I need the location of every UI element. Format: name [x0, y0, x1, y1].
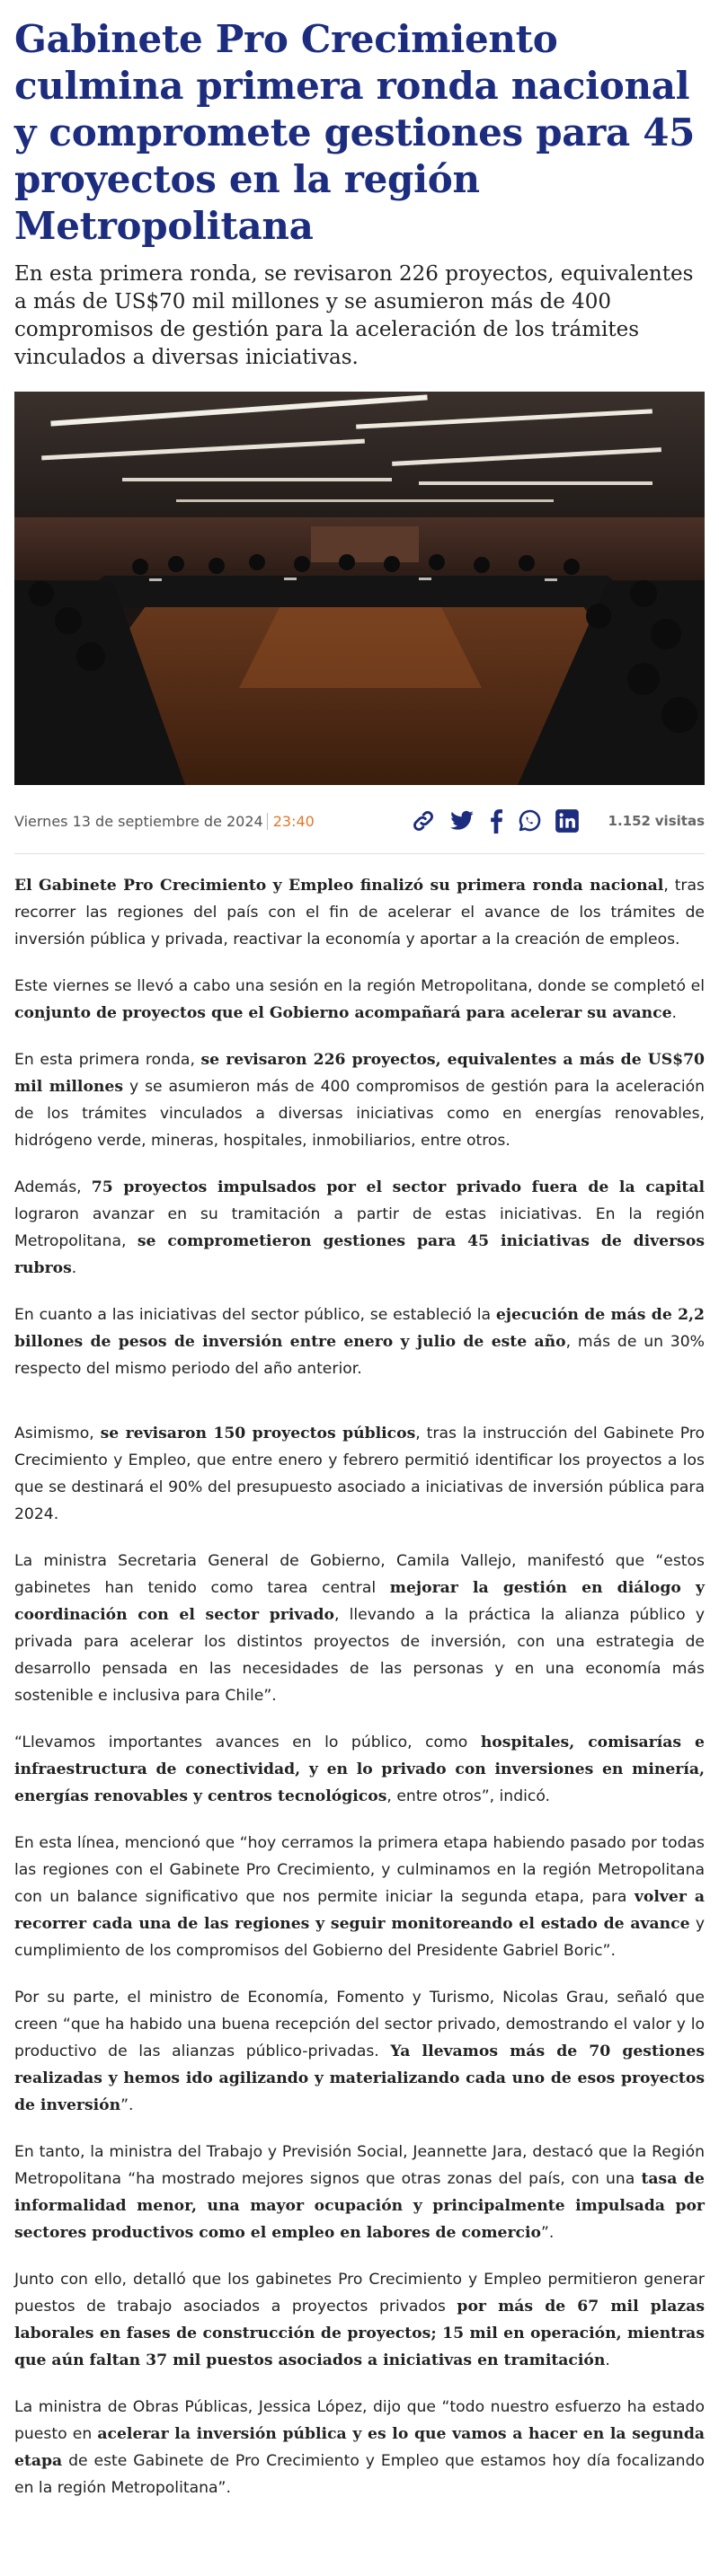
body-text: .	[71, 1259, 77, 1277]
article-photo	[14, 392, 705, 785]
bold-text: 75 proyectos impulsados por el sector privado fuera de la capital	[91, 1178, 705, 1196]
body-text: y cumplimiento de los compromisos del Gobierno del Presidente Gabriel Boric”.	[14, 1915, 705, 1960]
bold-text: se revisaron 226 proyectos, equivalentes a más de US$70 mil millones	[14, 1051, 705, 1096]
bold-text: se revisaron 150 proyectos públicos	[100, 1425, 416, 1442]
bold-text: se comprometieron gestiones para 45 iniciativas de diversos rubros	[14, 1232, 705, 1277]
divider	[14, 853, 705, 854]
bold-text: tasa de informalidad menor, una mayor ocupación y principalmente impulsada por sectores productivos como el empleo en labores de comercio	[14, 2170, 705, 2242]
body-text: y se asumieron más de 400 compromisos de gestión para la aceleración de los trámites vinculados a diversas iniciativas como en energías renovables, hidrógeno verde, mineras, hospitales, inmobiliarios, entre otros.	[14, 1078, 706, 1150]
body-text: .	[671, 1004, 678, 1022]
bold-text: Ya llevamos más de 70 gestiones realizadas y hemos ido agilizando y materializando cada uno de esos proyectos de inversión	[14, 2042, 705, 2114]
paragraph	[14, 1046, 705, 1154]
body-text: En tanto, la ministra del Trabajo y Previsión Social, Jeannette Jara, destacó que la Región Metropolitana “ha mostrado mejores signos que otras zonas del país, con una	[14, 2143, 705, 2188]
bold-text: mejorar la gestión en diálogo y coordinación con el sector privado	[14, 1579, 705, 1624]
spacer	[14, 1402, 705, 1420]
paragraph	[14, 1548, 705, 1709]
body-text: Junto con ello, detalló que los gabinetes Pro Crecimiento y Empleo permitieron generar puestos de trabajo asociados a proyectos privados	[14, 2271, 705, 2316]
visit-label: visitas	[654, 813, 705, 829]
meeting-room-image	[14, 392, 705, 785]
paragraph	[14, 872, 705, 953]
body-text: “Llevamos importantes avances en lo público, como	[14, 1734, 481, 1751]
body-text: Este viernes se llevó a cabo una sesión en la región Metropolitana, donde se completó el	[14, 977, 705, 995]
body-text: .	[605, 2351, 610, 2369]
bold-text: acelerar la inversión pública y es lo que vamos a hacer en la segunda etapa	[14, 2425, 706, 2470]
bold-text: conjunto de proyectos que el Gobierno acompañará para acelerar su avance	[14, 1004, 672, 1022]
bold-text: volver a recorrer cada una de las regiones y seguir monitoreando el estado de avance	[14, 1888, 705, 1933]
article-lead: En esta primera ronda, se revisaron 226 proyectos, equivalentes a más de US$70 mil millones y se asumieron más de 400 compromisos de gestión para la aceleración de los trámites vinculados a diversas iniciativas.	[14, 262, 694, 369]
body-text: En esta primera ronda,	[14, 1051, 201, 1069]
body-text: Asimismo,	[14, 1425, 101, 1442]
body-text: , tras la instrucción del Gabinete Pro Crecimiento y Empleo, que entre enero y febrero permitió identificar los proyectos a los que se destinará el 90% del presupuesto asociado a iniciativas de inversión pública para 2024.	[14, 1425, 705, 1523]
facebook-icon[interactable]	[488, 808, 504, 834]
body-text: En esta línea, mencionó que “hoy cerramos la primera etapa habiendo pasado por todas las regiones con el Gabinete Pro Crecimiento, y culminamos en la región Metropolitana con un balance significativo que nos permite iniciar la segunda etapa, para	[14, 1834, 705, 1906]
body-text: de este Gabinete de Pro Crecimiento y Empleo que estamos hoy día focalizando en la región Metropolitana”.	[14, 2452, 705, 2497]
paragraph	[14, 1830, 705, 1964]
linkedin-icon[interactable]	[555, 808, 580, 834]
paragraph	[14, 2266, 705, 2374]
link-icon[interactable]	[411, 808, 436, 834]
visit-counter	[608, 813, 705, 829]
paragraph	[14, 1984, 705, 2119]
body-text: ”.	[541, 2224, 555, 2242]
body-text: Por su parte, el ministro de Economía, Fomento y Turismo, Nicolas Grau, señaló que creen “que ha habido una buena recepción del sector privado, demostrando el valor y lo productivo de las alianzas público-privadas.	[14, 1989, 705, 2060]
article-meta	[14, 801, 705, 841]
body-text: La ministra de Obras Públicas, Jessica López, dijo que “todo nuestro esfuerzo ha estado puesto en	[14, 2398, 705, 2443]
paragraph	[14, 2394, 705, 2501]
paragraph	[14, 1174, 705, 1282]
paragraph	[14, 973, 705, 1027]
page-title: Gabinete Pro Crecimiento culmina primera ronda nacional y compromete gestiones para 45 proyectos en la región Metropolitana	[14, 17, 696, 248]
twitter-icon[interactable]	[448, 808, 475, 834]
paragraph	[14, 1420, 705, 1528]
body-text: , llevando a la práctica la alianza público y privada para acelerar los distintos proyectos de inversión, con una estrategia de desarrollo pensada en las necesidades de las personas y en una economía más sostenible e inclusiva para Chile”.	[14, 1606, 705, 1705]
paragraph	[14, 2139, 705, 2246]
paragraph	[14, 1729, 705, 1810]
date-text: Viernes 13 de septiembre de 2024	[14, 812, 263, 830]
publish-date	[14, 813, 315, 830]
body-text: lograron avanzar en su tramitación a partir de estas iniciativas. En la región Metropolitana,	[14, 1205, 705, 1250]
paragraph	[14, 1301, 705, 1382]
body-text: Además,	[14, 1178, 92, 1196]
bold-text: El Gabinete Pro Crecimiento y Empleo finalizó su primera ronda nacional	[14, 877, 664, 895]
share-bar	[411, 808, 705, 834]
bold-text: ejecución de más de 2,2 billones de pesos de inversión entre enero y julio de este año	[14, 1306, 705, 1351]
body-text: , entre otros”, indicó.	[386, 1787, 551, 1805]
body-text: La ministra Secretaria General de Gobierno, Camila Vallejo, manifestó que “estos gabinetes han tenido como tarea central	[14, 1552, 705, 1597]
article-body	[14, 872, 705, 2501]
whatsapp-icon[interactable]	[517, 808, 542, 834]
body-text: En cuanto a las iniciativas del sector público, se estableció la	[14, 1306, 496, 1324]
visit-count: 1.152	[608, 813, 651, 829]
bold-text: por más de 67 mil plazas laborales en fases de construcción de proyectos; 15 mil en operación, mientras que aún faltan 37 mil puestos asociados a iniciativas en tramitación	[14, 2298, 705, 2369]
bold-text: hospitales, comisarías e infraestructura de conectividad, y en lo privado con inversiones en minería, energías renovables y centros tecnológicos	[14, 1734, 705, 1805]
body-text: ”.	[120, 2096, 134, 2114]
body-text: , más de un 30% respecto del mismo periodo del año anterior.	[14, 1333, 705, 1378]
body-text: , tras recorrer las regiones del país con el fin de acelerar el avance de los trámites de inversión pública y privada, reactivar la economía y aportar a la creación de empleos.	[14, 877, 705, 948]
publish-time: 23:40	[267, 813, 315, 830]
